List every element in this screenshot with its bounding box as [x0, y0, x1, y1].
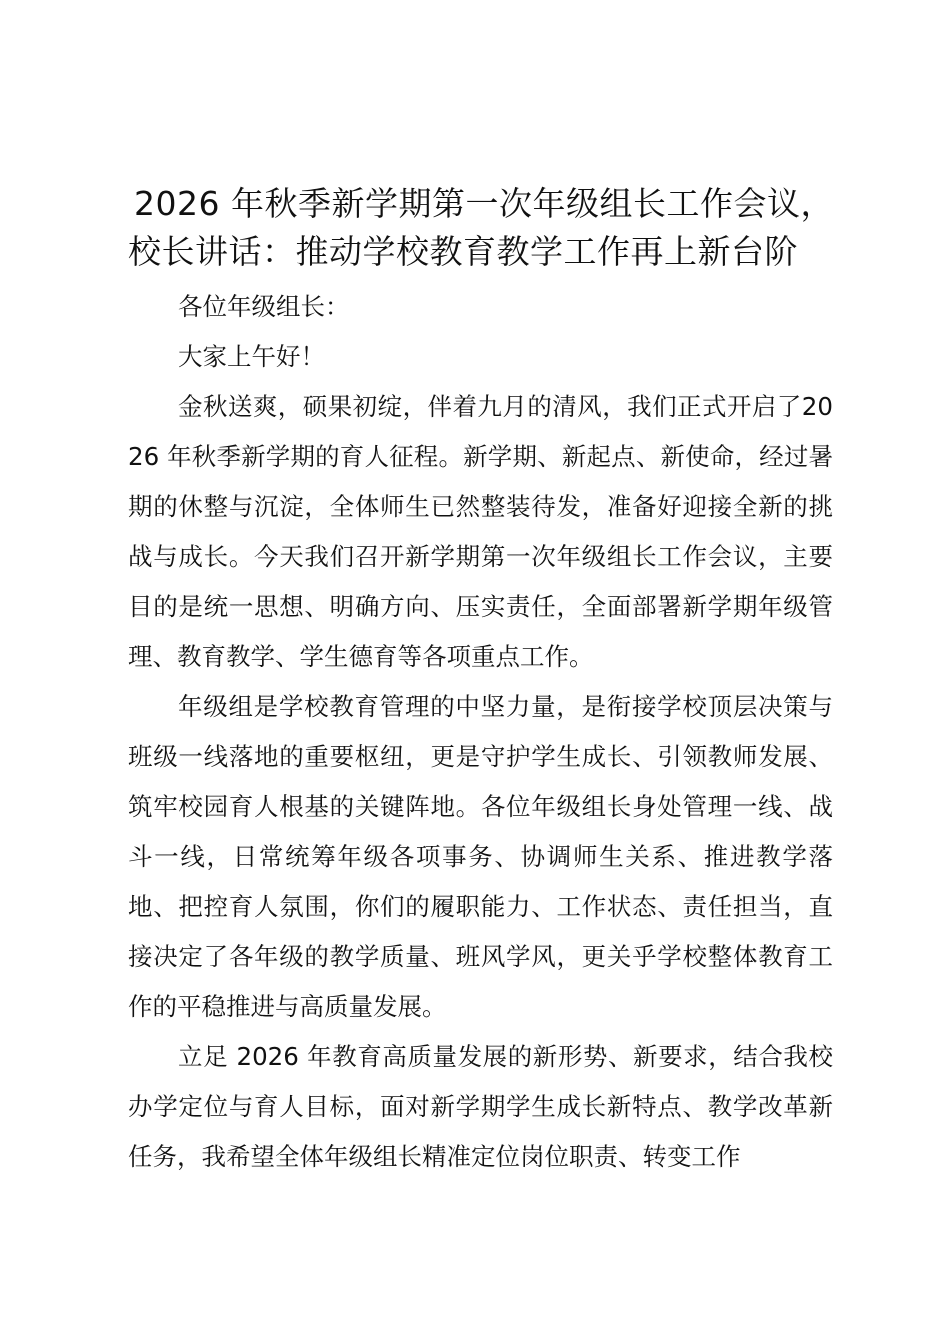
body-paragraph: 立足 2026 年教育高质量发展的新形势、新要求，结合我校办学定位与育人目标，面对新学期学生成长新特点、教学改革新任务，我希望全体年级组长精准定位岗位职责、转变工作 [128, 1042, 833, 1171]
title-line-2: 校长讲话：推动学校教育教学工作再上新台阶 [128, 232, 798, 271]
body-paragraph: 金秋送爽，硕果初绽，伴着九月的清风，我们正式开启了2026 年秋季新学期的育人征程。新学期、新起点、新使命，经过暑期的休整与沉淀，全体师生已然整装待发，准备好迎接全新的挑战与成长。今天我们召开新学期第一次年级组长工作会议，主要目的是统一思想、明确方向、压实责任，全面部署新学期年级管理、教育教学、学生德育等各项重点工作。 [128, 392, 833, 671]
salutation: 各位年级组长： [178, 292, 350, 321]
document-title [128, 180, 868, 276]
body-paragraph: 年级组是学校教育管理的中坚力量，是衔接学校顶层决策与班级一线落地的重要枢纽，更是守护学生成长、引领教师发展、筑牢校园育人根基的关键阵地。各位年级组长身处管理一线、战斗一线，日常统筹年级各项事务、协调师生关系、推进教学落地、把控育人氛围，你们的履职能力、工作状态、责任担当，直接决定了各年级的教学质量、班风学风，更关乎学校整体教育工作的平稳推进与高质量发展。 [128, 692, 833, 1021]
greeting: 大家上午好！ [178, 342, 325, 371]
title-line-1: 2026 年秋季新学期第一次年级组长工作会议， [134, 184, 834, 223]
document-body [128, 282, 833, 1182]
